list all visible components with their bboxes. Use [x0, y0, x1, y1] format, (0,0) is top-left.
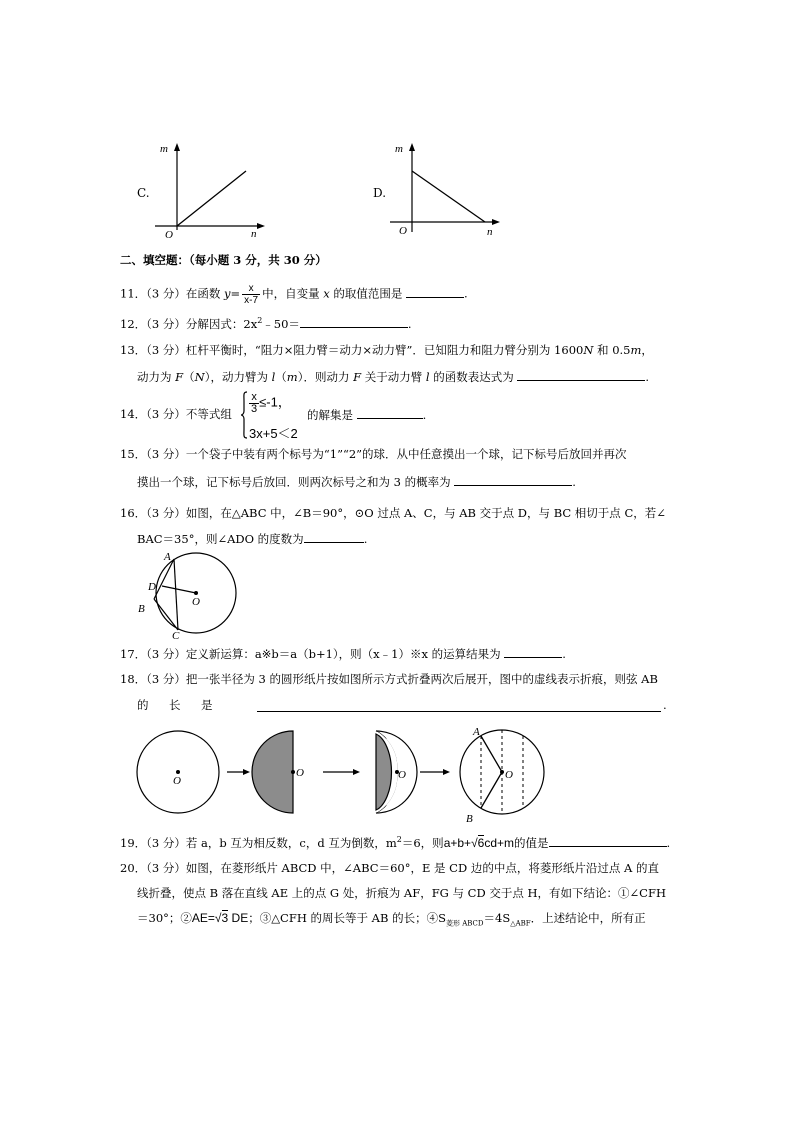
q18-fig1-o: O: [173, 775, 181, 787]
question-15-line1: 15．（3 分）一个袋子中装有两个标号为“1”“2”的球．从中任意摸出一个球，记下标号后放回并再次: [120, 447, 627, 461]
option-d-axis-n: n: [487, 226, 493, 238]
question-16-line2: BAC＝35°，则∠ADO 的度数为 .: [137, 532, 368, 546]
option-c-label: C.: [137, 186, 150, 200]
q16-point-c: C: [172, 630, 180, 640]
q16-point-o: O: [192, 596, 200, 608]
question-19: 19．（3 分）若 a，b 互为相反数，c，d 互为倒数，$m^2=6$，则a+b+√6cd+m的值是 .: [120, 835, 671, 850]
section-title: 二、填空题：（每小题 3 分，共 30 分）: [120, 253, 327, 267]
q14-answer-blank[interactable]: [357, 406, 423, 419]
q18-fig3-o: O: [398, 769, 406, 781]
q12-answer-blank[interactable]: [300, 315, 408, 328]
q14-left-brace: [240, 391, 248, 439]
option-d-line: [412, 171, 485, 222]
q18-answer-blank[interactable]: [257, 699, 661, 712]
question-20-line3: ＝30°；②AE=√3 DE；③△CFH 的周长等于 AB 的长；$④S_{菱形 ABCD}=4S_{\triangle ABF}$．上述结论中，所有正: [137, 911, 646, 928]
option-d-origin: O: [399, 225, 407, 237]
question-15-line2: 摸出一个球，记下标号后放回．则两次标号之和为 3 的概率为 .: [137, 475, 576, 489]
question-20-line2: 线折叠，使点 B 落在直线 AE 上的点 G 处，折痕为 AF，FG 与 CD 交于点 H，有如下结论：①∠CFH: [137, 886, 666, 900]
option-c-axis-m: m: [160, 143, 168, 155]
q16-figure: [134, 548, 244, 640]
q16-point-a: A: [164, 551, 171, 563]
q19-answer-blank[interactable]: [549, 834, 667, 847]
q15-answer-blank[interactable]: [454, 473, 572, 486]
question-20-line1: 20．（3 分）如图，在菱形纸片 ABCD 中，∠ABC＝60°，E 是 CD 边的中点，将菱形纸片沿过点 A 的直: [120, 861, 659, 875]
q18-figure: [133, 720, 673, 824]
q18-fig4-o: O: [505, 769, 513, 781]
q14-tail: 的解集是 .: [307, 408, 427, 422]
question-14: 14．（3 分）不等式组: [120, 407, 232, 421]
q17-answer-blank[interactable]: [504, 645, 562, 658]
question-13-line2: 动力为 F（N），动力臂为 l（m）．则动力 F 关于动力臂 l 的函数表达式为 .: [137, 370, 650, 384]
option-d-graph: [385, 140, 505, 240]
option-c-axis-n: n: [251, 228, 257, 240]
question-17: 17．（3 分）定义新运算：a※b＝a（b+1），则（x﹣1）※x 的运算结果为 .: [120, 647, 566, 661]
question-18-line1: 18．（3 分）把一张半径为 3 的圆形纸片按如图所示方式折叠两次后展开，图中的虚线表示折痕，则弦 AB: [120, 672, 658, 686]
question-13-line1: 13．（3 分）杠杆平衡时，“阻力×阻力臂＝动力×动力臂”．已知阻力和阻力臂分别为 1600N 和 0.5m，: [120, 343, 653, 357]
option-c-line: [177, 171, 246, 226]
question-12: 12．（3 分）分解因式：$2x^2﹣50=$ .: [120, 316, 412, 331]
option-d-label: D.: [373, 186, 387, 200]
option-c-graph: [150, 140, 270, 240]
q18-point-b: B: [466, 813, 473, 824]
q13-answer-blank[interactable]: [517, 368, 645, 381]
question-11: 11．（3 分）在函数 y= $\frac{x}{x-7}$ 中，自变量 x 的取值范围是 .: [120, 283, 468, 306]
q18-fig2-o: O: [296, 767, 304, 779]
q16-point-b: B: [138, 603, 145, 615]
option-c-origin: O: [165, 229, 173, 240]
q11-answer-blank[interactable]: [406, 285, 464, 298]
q11-fraction: $\frac{x}{x-7}$: [244, 283, 259, 306]
option-d-axis-m: m: [395, 143, 403, 155]
q18-line2: 的 长 是 .: [137, 698, 667, 712]
q16-point-d: D: [148, 581, 156, 593]
q18-point-a: A: [473, 726, 480, 738]
q14-inequality-system: $\frac{x}{3}$ ≤-1， 3x+5＜2: [240, 391, 310, 439]
q16-answer-blank[interactable]: [304, 530, 364, 543]
question-16-line1: 16．（3 分）如图，在△ABC 中，∠B＝90°，⊙O 过点 A、C，与 AB 交于点 D，与 BC 相切于点 C，若∠: [120, 506, 666, 520]
